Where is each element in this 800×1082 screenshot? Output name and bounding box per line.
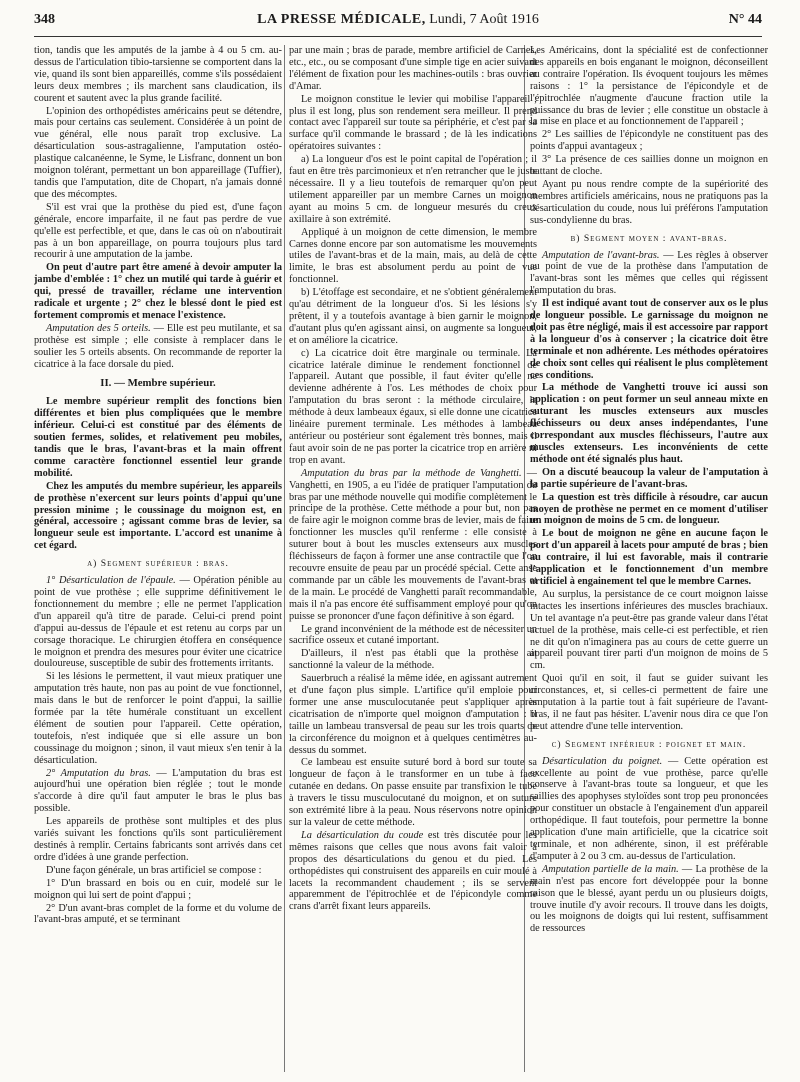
paragraph-body: — Cette opération est excellente au point de vue prothèse, parce qu'elle conserve à l'avant-bras toute sa longueur, et que les saillies des apophyses styloïdes sont trop peu prononcées pour constituer un obstacle à l'engainement d'un appareil orthopédique. Il faut toutefois, pour permettre la bonne application d'une main artificielle, que la cicatrice soit terminale, et non adhérente, sinon, il est préférable d'amputer à 2 ou 3 cm. au-dessus de l'articulation. [530, 755, 768, 862]
subsection-label: b) Segment moyen : avant-bras. [570, 232, 728, 244]
column-1 [34, 45, 282, 1072]
column-2 [289, 45, 537, 1072]
paragraph [34, 768, 282, 816]
paragraph-heading: La désarticulation du coude [301, 829, 424, 841]
paragraph-heading: Amputation du bras par la méthode de Vanghetti. [301, 467, 522, 479]
paragraph: Le grand inconvénient de la méthode est de nécessiter un sacrifice osseux et cutané important. [289, 623, 537, 647]
subsection-label: c) Segment inférieur : poignet et main. [551, 738, 747, 750]
paragraph [530, 756, 768, 863]
paragraph-body: — Opération pénible au point de vue prothèse ; elle supprime définitivement le fonctionnement du membre ; elle ne permet l'application d'un appareil qu'à titre de parade. Celui-ci prend point d'appui au-dessus de l'épaule et est retenu au corps par un corsage thoracique. Le chirurgien étoffera en conséquence le moignon et prendra des mesures pour éviter une cicatrice douloureuse, susceptible de subir des frottements irritants. [34, 575, 282, 670]
paragraph: 2° D'un avant-bras complet de la forme et du volume de l'avant-bras amputé, et se terminant [34, 902, 282, 926]
paragraph: La question est très difficile à résoudre, car aucun moyen de prothèse ne permet en ce moment d'utiliser un moignon de moins de 5 cm. de longueur. [530, 491, 768, 527]
paragraph: L'opinion des orthopédistes américains peut se détendre, mais pour certains cas seulement. Considérée à un point de vue général, elle nous paraît trop exclusive. La désarticulation sous-astragalienne, l'amputation ostéo-plastique calcanéenne, le Syme, le Lisfranc, donnent un bon moignon tolérant, permettant un bon appareillage (Tuffier), tandis que l'amputation, dite de Chopart, n'a jamais donné que des mécomptes. [34, 105, 282, 200]
paragraph: Chez les amputés du membre supérieur, les appareils de prothèse n'exercent sur leurs points d'appui qu'une pression minime ; le coussinage du moignon est, en général, accessoire ; agissant comme bras de levier, sa longueur seule est importante. L'accord est unanime à cet égard. [34, 480, 282, 552]
page-number: 348 [34, 12, 55, 27]
paragraph [289, 468, 537, 623]
section-heading: II. — Membre supérieur. [100, 377, 216, 390]
paragraph-heading: 1° Désarticulation de l'épaule. [46, 575, 176, 587]
subsection-heading [34, 558, 282, 570]
paragraph: 1° D'un brassard en bois ou en cuir, modelé sur le moignon qui lui sert de point d'appui ; [34, 877, 282, 901]
paragraph-heading: Amputation des 5 orteils. [46, 322, 151, 334]
paragraph-body: — Les règles à observer au point de vue de la prothèse dans l'amputation de l'avant-bras sont les mêmes que celles qui régissent l'amputation du bras. [530, 249, 768, 297]
paragraph-body: — L'amputation du bras est aujourd'hui une opération bien réglée ; tout le monde s'accorde à dire qu'il faut amputer le bras le plus bas possible. [34, 767, 282, 815]
paragraph: S'il est vrai que la prothèse du pied est, d'une façon générale, encore imparfaite, il ne faut pas perdre de vue qu'elle est perfectible, et que, dans le cas où on n'aboutirait pas à un bon appareillage, on pourra toujours plus tard recourir à une amputation de la jambe. [34, 201, 282, 261]
paragraph: D'ailleurs, il n'est pas établi que la prothèse ait sanctionné la valeur de la méthode. [289, 648, 537, 672]
header-rule [34, 36, 762, 37]
paragraph: La méthode de Vanghetti trouve ici aussi son application : on peut former un seul anneau mixte en suturant les muscles extenseurs aux muscles fléchisseurs ou deux anses indépendantes, l'une correspondant aux muscles fléchisseurs, l'autre aux muscles extenseurs. Les inconvénients de cette méthode ont été signalés plus haut. [530, 382, 768, 465]
paragraph-body: est très discutée pour les mêmes raisons que celles que nous avons fait valoir à propos des désarticulations du genou et du pied. Les orthopédistes qui construisent des appareils en cuir moulé à lacets la recommandent chaudement ; ils se servent apparemment de l'épitrochlée et de l'épicondyle comme crans d'arrêt fixant leurs appareils. [289, 829, 537, 913]
subsection-label: a) Segment supérieur : bras. [87, 558, 229, 570]
paragraph: 2° Les saillies de l'épicondyle ne constituent pas des points d'appui avantageux ; [530, 129, 768, 153]
issue-date: Lundi, 7 Août 1916 [429, 12, 539, 27]
paragraph-heading: Amputation de l'avant-bras. [542, 249, 660, 261]
paragraph-body: — La prothèse de la main n'est pas encore fort développée pour la bonne raison que le blessé, ayant perdu un ou plusieurs doigts, trouve inutile d'y avoir recours. Il trouve dans les doigts, ou les moignons de doigts qui lui restent, suffisamment de ressources [530, 863, 768, 935]
journal-name: LA PRESSE MÉDICALE, [257, 12, 426, 27]
paragraph [34, 575, 282, 670]
paragraph: Le bout de moignon ne gêne en aucune façon le port d'un appareil à lacets pour amputé de bras ; bien au contraire, il lui est favorable, mais il contrarie l'application et le fonctionnement d'un membre artificiel à engainement tel que le membre Carnes. [530, 528, 768, 587]
paragraph: Appliqué à un moignon de cette dimension, le membre Carnes donne encore par son automatisme les mouvements utiles de l'avant-bras et de la main, mais, au delà de cette limite, le bras est absolument perdu au point de vue fonctionnel. [289, 226, 537, 286]
paragraph-body: — Elle est peu mutilante, et sa prothèse est simple ; elle consiste à remplacer dans le soulier les 5 orteils absents. On recommande de reporter la cicatrice à la face dorsale du pied. [34, 322, 282, 370]
paragraph: On a discuté beaucoup la valeur de l'amputation à la partie supérieure de l'avant-bras. [530, 466, 768, 490]
column-3 [530, 45, 768, 1072]
issue-number: N° 44 [728, 12, 762, 27]
paragraph: Le membre supérieur remplit des fonctions bien différentes et bien plus compliquées que le membre inférieur. Celui-ci est constitué par des éléments de soutien fermes, solides, et relativement peu mobiles, tandis que le bras, l'avant-bras et la main offrent comme caractère fonctionnel essentiel leur grande mobilité. [34, 396, 282, 479]
paragraph-heading: Désarticulation du poignet. [542, 755, 663, 767]
paragraph: 3° La présence de ces saillies donne un moignon en battant de cloche. [530, 154, 768, 178]
masthead [114, 12, 682, 28]
page-header [34, 12, 762, 32]
paragraph: par une main ; bras de parade, membre artificiel de Carnes, etc., etc., ou se composant d'une simple tige en acier suivant l'élément de fixation pour les machines-outils : bras ouvrier d'Amar. [289, 45, 537, 92]
paragraph: On peut d'autre part être amené à devoir amputer la jambe d'emblée : 1° chez un mutilé qui tarde à guérir et qui, pressé de travailler, réclame une intervention radicale et urgente ; 2° chez le blessé dont le pied est fortement compromis et menace l'existence. [34, 262, 282, 321]
paragraph-heading: Amputation partielle de la main. [542, 863, 679, 875]
paragraph: Les appareils de prothèse sont multiples et des plus variés suivant les fonctions qu'ils sont particulièrement destinés à remplir. Certains fabricants sont arrivés dans cet ordre d'idées à une grande perfection. [34, 816, 282, 863]
paragraph: a) La longueur d'os est le point capital de l'opération ; il faut en être très parcimonieux et n'en retrancher que le juste nécessaire. Il y a lieu toutefois de remarquer qu'on peut utilement appareiller par un membre Carnes un moignon ayant au moins 5 cm. de longueur mesurés du creux axillaire à son extrémité. [289, 154, 537, 225]
paragraph: tion, tandis que les amputés de la jambe à 4 ou 5 cm. au-dessus de l'articulation tibio-tarsienne se comportent dans la vie, quand ils sont bien appareillés, comme s'ils possédaient leurs deux membres ; ils marchent sans claudication, ils courent et sautent avec la plus grande facilité. [34, 45, 282, 104]
column-divider-1 [284, 45, 285, 1072]
paragraph: Le moignon constitue le levier qui mobilise l'appareil ; plus il est long, plus son rendement sera meilleur. Il prend contact avec l'appareil sur toute sa périphérie, et c'est par sa surface qu'il commande le brassard ; de là les indications opératoires suivantes : [289, 93, 537, 153]
paragraph-body: — Vanghetti, en 1905, a eu l'idée de pratiquer l'amputation du bras par une méthode nouvelle qui modifie complètement le principe de la prothèse. Cette méthode a pour but, non pas de faire agir le moignon comme bras de levier, mais de faire fonctionner les muscles qu'il renferme : elle consiste à suturer bout à bout les muscles extenseurs aux muscles fléchisseurs de façon à former une anse contractile que l'on recouvre ensuite de peau par un procédé spécial. Cette anse commande par un câble les mouvements de l'avant-bras et de la main. Le procédé de Vanghetti paraît recommandable, mais il n'a pas encore été suffisamment employé pour qu'on puisse se prononcer d'une façon définitive à son égard. [289, 467, 537, 622]
subsection-heading [530, 739, 768, 751]
paragraph [289, 830, 537, 913]
paragraph: b) L'étoffage est secondaire, et ne s'obtient généralement qu'au détriment de la longueur d'os. Si les lésions s'y prêtent, il y a toutefois avantage à bien garnir le moignon, d'autant plus qu'en agissant ainsi, on augmente sa longueur, et on améliore la cicatrice. [289, 287, 537, 346]
subsection-heading [530, 233, 768, 245]
paragraph-heading: 2° Amputation du bras. [46, 767, 151, 779]
paragraph: Les Américains, dont la spécialité est de confectionner des appareils en bois enganant le moignon, déconseillent au contraire l'opération. Ils évoquent toujours les mêmes raisons : 1° la persistance de l'épicondyle et de l'épitrochlée n'augmente d'aucune fraction utile la puissance du bras de levier ; elle constitue un obstacle à la mise en place et au fonctionnement de l'appareil ; [530, 45, 768, 128]
paragraph [530, 864, 768, 935]
paragraph: D'une façon générale, un bras artificiel se compose : [46, 864, 262, 876]
paragraph: Sauerbruch a réalisé la même idée, en agissant autrement et d'une façon plus simple. L'artifice qu'il emploie pour former une anse musculocutanée peut s'appliquer après cicatrisation de n'importe quel moignon d'amputation : il taille un lambeau transversal de peau sur les trois quarts de la circonférence du moignon et à quelques centimètres au-dessus du sommet. [289, 673, 537, 756]
paragraph: Si les lésions le permettent, il vaut mieux pratiquer une amputation très haute, non pas au point de vue fonctionnel, mais dans le but de renforcer le point d'appui, la saillie formée par la tête humérale constituant un excellent élément de soutien pour l'appareil. Cette opération, toutefois, n'est indiquée que si elle assure un bon coussinage du moignon ; sinon, il vaut mieux s'en tenir à la désarticulation. [34, 671, 282, 766]
paragraph: Il est indiqué avant tout de conserver aux os le plus de longueur possible. Le garnissage du moignon ne doit pas être négligé, mais il est accessoire par rapport à la longueur d'os à conserver ; la cicatrice doit être terminale et non adhérente. Les méthodes opératoires de choix sont celles qui réalisent le plus complètement ces conditions. [530, 298, 768, 381]
paragraph: c) La cicatrice doit être marginale ou terminale. La cicatrice latérale diminue le rendement fonctionnel de l'appareil. Autant que possible, il faut éviter qu'elle ne devienne adhérente à l'os. Les méthodes de choix pour l'amputation du bras seront : la méthode circulaire, la méthode à deux lambeaux égaux, si elle donne une cicatrice linéaire purement terminale. Les méthodes à lambeau antérieur ou postérieur sont également très bonnes, mais il faut avoir soin de ne pas porter la cicatrice trop en arrière ni trop en avant. [289, 347, 537, 466]
paragraph: Au surplus, la persistance de ce court moignon laisse intactes les insertions inférieures des muscles brachiaux. Un tel avantage n'a peut-être pas grande valeur dans l'état actuel de la prothèse, mais celle-ci est perfectible, et rien ne dit qu'on n'imaginera pas au cours de cette guerre un appareil pouvant tirer parti d'un moignon de moins de 5 cm. [530, 588, 768, 672]
paragraph: Ce lambeau est ensuite suturé bord à bord sur toute sa longueur de façon à le transformer en un tube à face cutanée en dedans. On passe ensuite par transfixion le tube à travers le tissu musculocutané du moignon, et on suture son extrémité libre à la peau. Nous réservons notre opinion sur la valeur de cette méthode. [289, 757, 537, 828]
paragraph: Quoi qu'il en soit, il faut se guider suivant les circonstances, et, si celles-ci permettent de faire une amputation à la partie tout à fait supérieure de l'avant-bras, il ne faut pas hésiter. L'avenir nous dira ce que l'on peut attendre d'une telle intervention. [530, 673, 768, 732]
paragraph: Ayant pu nous rendre compte de la supériorité des membres artificiels américains, nous ne pratiquons pas la désarticulation du coude, nous lui préférons l'amputation sus-condylienne du bras. [530, 178, 768, 226]
paragraph [530, 250, 768, 298]
paragraph [34, 323, 282, 371]
